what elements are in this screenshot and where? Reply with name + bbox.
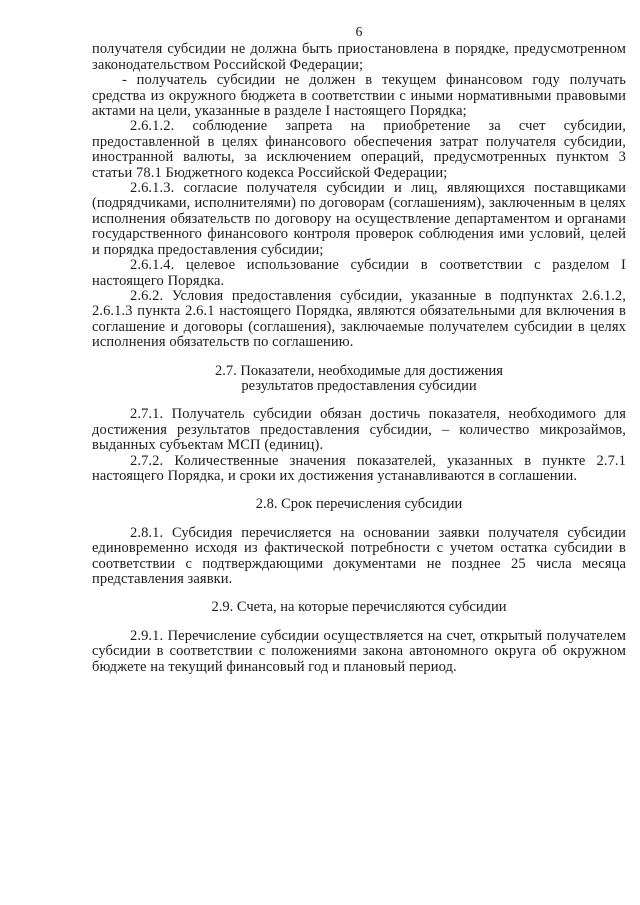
section-heading-2-8: 2.8. Срок перечисления субсидии xyxy=(255,496,463,513)
paragraph-2-9-1: 2.9.1. Перечисление субсидии осуществляется на счет, открытый получателем субсидии в соответствии с положениями закона автономного округа об окружном бюджете на текущий финансовый год и плановый период. xyxy=(92,627,626,675)
section-heading-2-9: 2.9. Счета, на которые перечисляются субсидии xyxy=(211,599,507,616)
paragraph-2-6-1-4: 2.6.1.4. целевое использование субсидии в соответствии с разделом I настоящего Порядка. xyxy=(92,257,626,289)
document-content xyxy=(92,24,626,675)
paragraph-2-6-2: 2.6.2. Условия предоставления субсидии, указанные в подпунктах 2.6.1.2, 2.6.1.3 пункта 2.6.1 настоящего Порядка, являются обязательными для включения в соглашение и договоры (соглашения), заключаемые получателем субсидии в целях исполнения обязательств по соглашению. xyxy=(92,287,626,351)
section-heading-2-7-line2: результатов предоставления субсидии xyxy=(241,377,477,394)
paragraph-dash-item: - получатель субсидии не должен в текущем финансовом году получать средства из окружного бюджета в соответствии с иными нормативными правовыми актами на цели, указанные в разделе I настоящего Порядка; xyxy=(92,72,626,120)
paragraph-2-7-2: 2.7.2. Количественные значения показателей, указанных в пункте 2.7.1 настоящего Порядка, и сроки их достижения устанавливаются в соглашении. xyxy=(92,452,626,484)
paragraph-continuation: получателя субсидии не должна быть приостановлена в порядке, предусмотренном законодательством Российской Федерации; xyxy=(92,41,626,73)
section-heading-2-7 xyxy=(92,364,626,395)
paragraph-2-6-1-2: 2.6.1.2. соблюдение запрета на приобретение за счет субсидии, предоставленной в целях финансового обеспечения затрат получателя субсидии, иностранной валюты, за исключением операций, предусмотренных пунктом 3 статьи 78.1 Бюджетного кодекса Российской Федерации; xyxy=(92,118,626,181)
section-heading-2-7-line1: 2.7. Показатели, необходимые для достижения xyxy=(215,362,503,379)
page-number: 6 xyxy=(355,24,363,39)
paragraph-2-8-1: 2.8.1. Субсидия перечисляется на основании заявки получателя субсидии единовременно исходя из фактической потребности с учетом остатка субсидии в соответствии с подтверждающими документами не позднее 25 числа месяца представления заявки. xyxy=(92,524,626,587)
paragraph-2-7-1: 2.7.1. Получатель субсидии обязан достичь показателя, необходимого для достижения результатов предоставления субсидии, – количество микрозаймов, выданных субъектам МСП (единиц). xyxy=(92,406,626,454)
paragraph-2-6-1-3: 2.6.1.3. согласие получателя субсидии и лиц, являющихся поставщиками (подрядчиками, исполнителями) по договорам (соглашениям), заключенным в целях исполнения обязательств по договору на осуществление департаментом и органами государственного финансового контроля проверок соблюдения ими условий, целей и порядка предоставления субсидии; xyxy=(92,180,626,258)
